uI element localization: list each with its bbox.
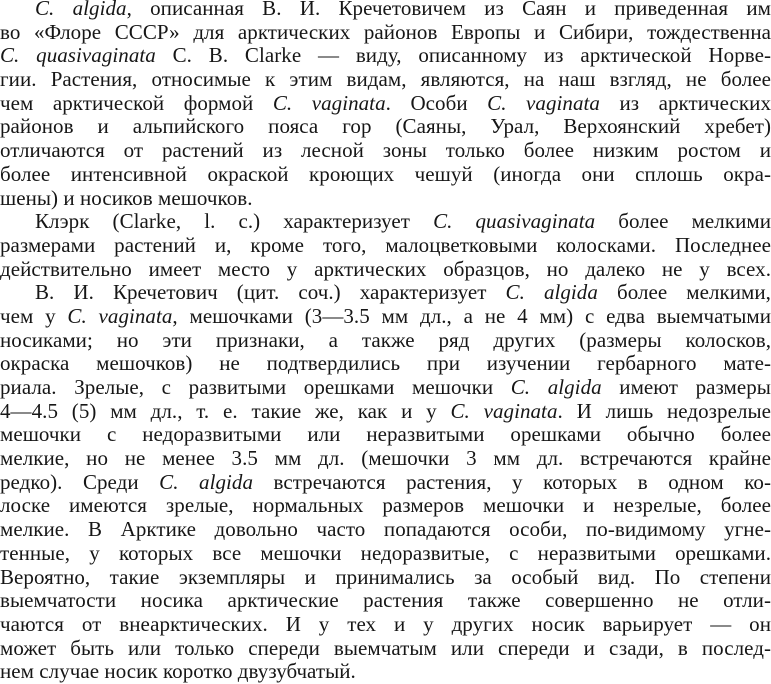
text-line: более интенсивной окраской кроющих чешуй (иногда они сплошь окра- bbox=[0, 161, 771, 186]
text-line: редко). Среди C. algida встречаются растения, у которых в одном ко- bbox=[0, 469, 771, 494]
text-line: Вероятно, такие экземпляры и принимались за особый вид. По степени bbox=[0, 564, 771, 589]
text-line: чем у C. vaginata, мешочками (3—3.5 мм дл., а не 4 мм) с едва выемчатыми bbox=[0, 303, 771, 328]
text-line: отличаются от растений из лесной зоны только более низким ростом и bbox=[0, 138, 771, 163]
text-line: C. algida, описанная В. И. Кречетовичем из Саян и приведенная им bbox=[35, 0, 771, 20]
text-line: может быть или только спереди выемчатым или спереди и сзади, в послед- bbox=[0, 635, 771, 660]
text-line: мешочки с недоразвитыми или неразвитыми орешками обычно более bbox=[0, 422, 771, 447]
text-line: гии. Растения, относимые к этим видам, являются, на наш взгляд, не более bbox=[0, 67, 771, 92]
text-line: риала. Зрелые, с развитыми орешками мешочки C. algida имеют размеры bbox=[0, 375, 771, 399]
text-line: чаются от внеарктических. И у тех и у других носик варьирует — он bbox=[0, 611, 771, 636]
text-line: действительно имеет место у арктических образцов, но далеко не у всех. bbox=[0, 256, 771, 281]
text-line: В. И. Кречетович (цит. соч.) характеризует C. algida более мелкими, bbox=[35, 280, 771, 305]
text-line: районов и альпийского пояса гор (Саяны, Урал, Верхоянский хребет) bbox=[0, 114, 771, 139]
text-line: во «Флоре СССР» для арктических районов Европы и Сибири, тождественна bbox=[0, 19, 771, 44]
paragraph-2 bbox=[0, 210, 771, 281]
text-line: мелкие, но не менее 3.5 мм дл. (мешочки 3 мм дл. встречаются крайне bbox=[0, 446, 771, 471]
text-line: C. quasivaginata С. В. Clarke — виду, описанному из арктической Норве- bbox=[0, 43, 771, 68]
text-line: окраска мешочков) не подтвердились при изучении гербарного мате- bbox=[0, 351, 771, 376]
text-line: лоске имеются зрелые, нормальных размеров мешочки и незрелые, более bbox=[0, 493, 771, 518]
text-line: шены) и носиков мешочков. bbox=[0, 185, 253, 210]
text-line: тенные, у которых все мешочки недоразвитые, с неразвитыми орешками. bbox=[0, 540, 771, 565]
text-line: носиками; но эти признаки, а также ряд других (размеры колосков, bbox=[0, 327, 771, 352]
text-line: выемчатости носика арктические растения также совершенно не отли- bbox=[0, 588, 771, 613]
text-line: Клэрк (Clarke, l. c.) характеризует C. quasivaginata более мелкими bbox=[35, 209, 771, 234]
text-line: чем арктической формой C. vaginata. Особи C. vaginata из арктических bbox=[0, 90, 771, 115]
text-line: нем случае носик коротко двузубчатый. bbox=[0, 659, 356, 684]
text-line: 4—4.5 (5) мм дл., т. е. такие же, как и у C. vaginata. И лишь недозрелые bbox=[0, 398, 771, 423]
text-line: размерами растений и, кроме того, малоцветковыми колосками. Последнее bbox=[0, 232, 771, 257]
text-line: мелкие. В Арктике довольно часто попадаются особи, по-видимому угне- bbox=[0, 517, 771, 542]
paragraph-1 bbox=[0, 0, 771, 210]
paragraph-3 bbox=[0, 281, 771, 684]
